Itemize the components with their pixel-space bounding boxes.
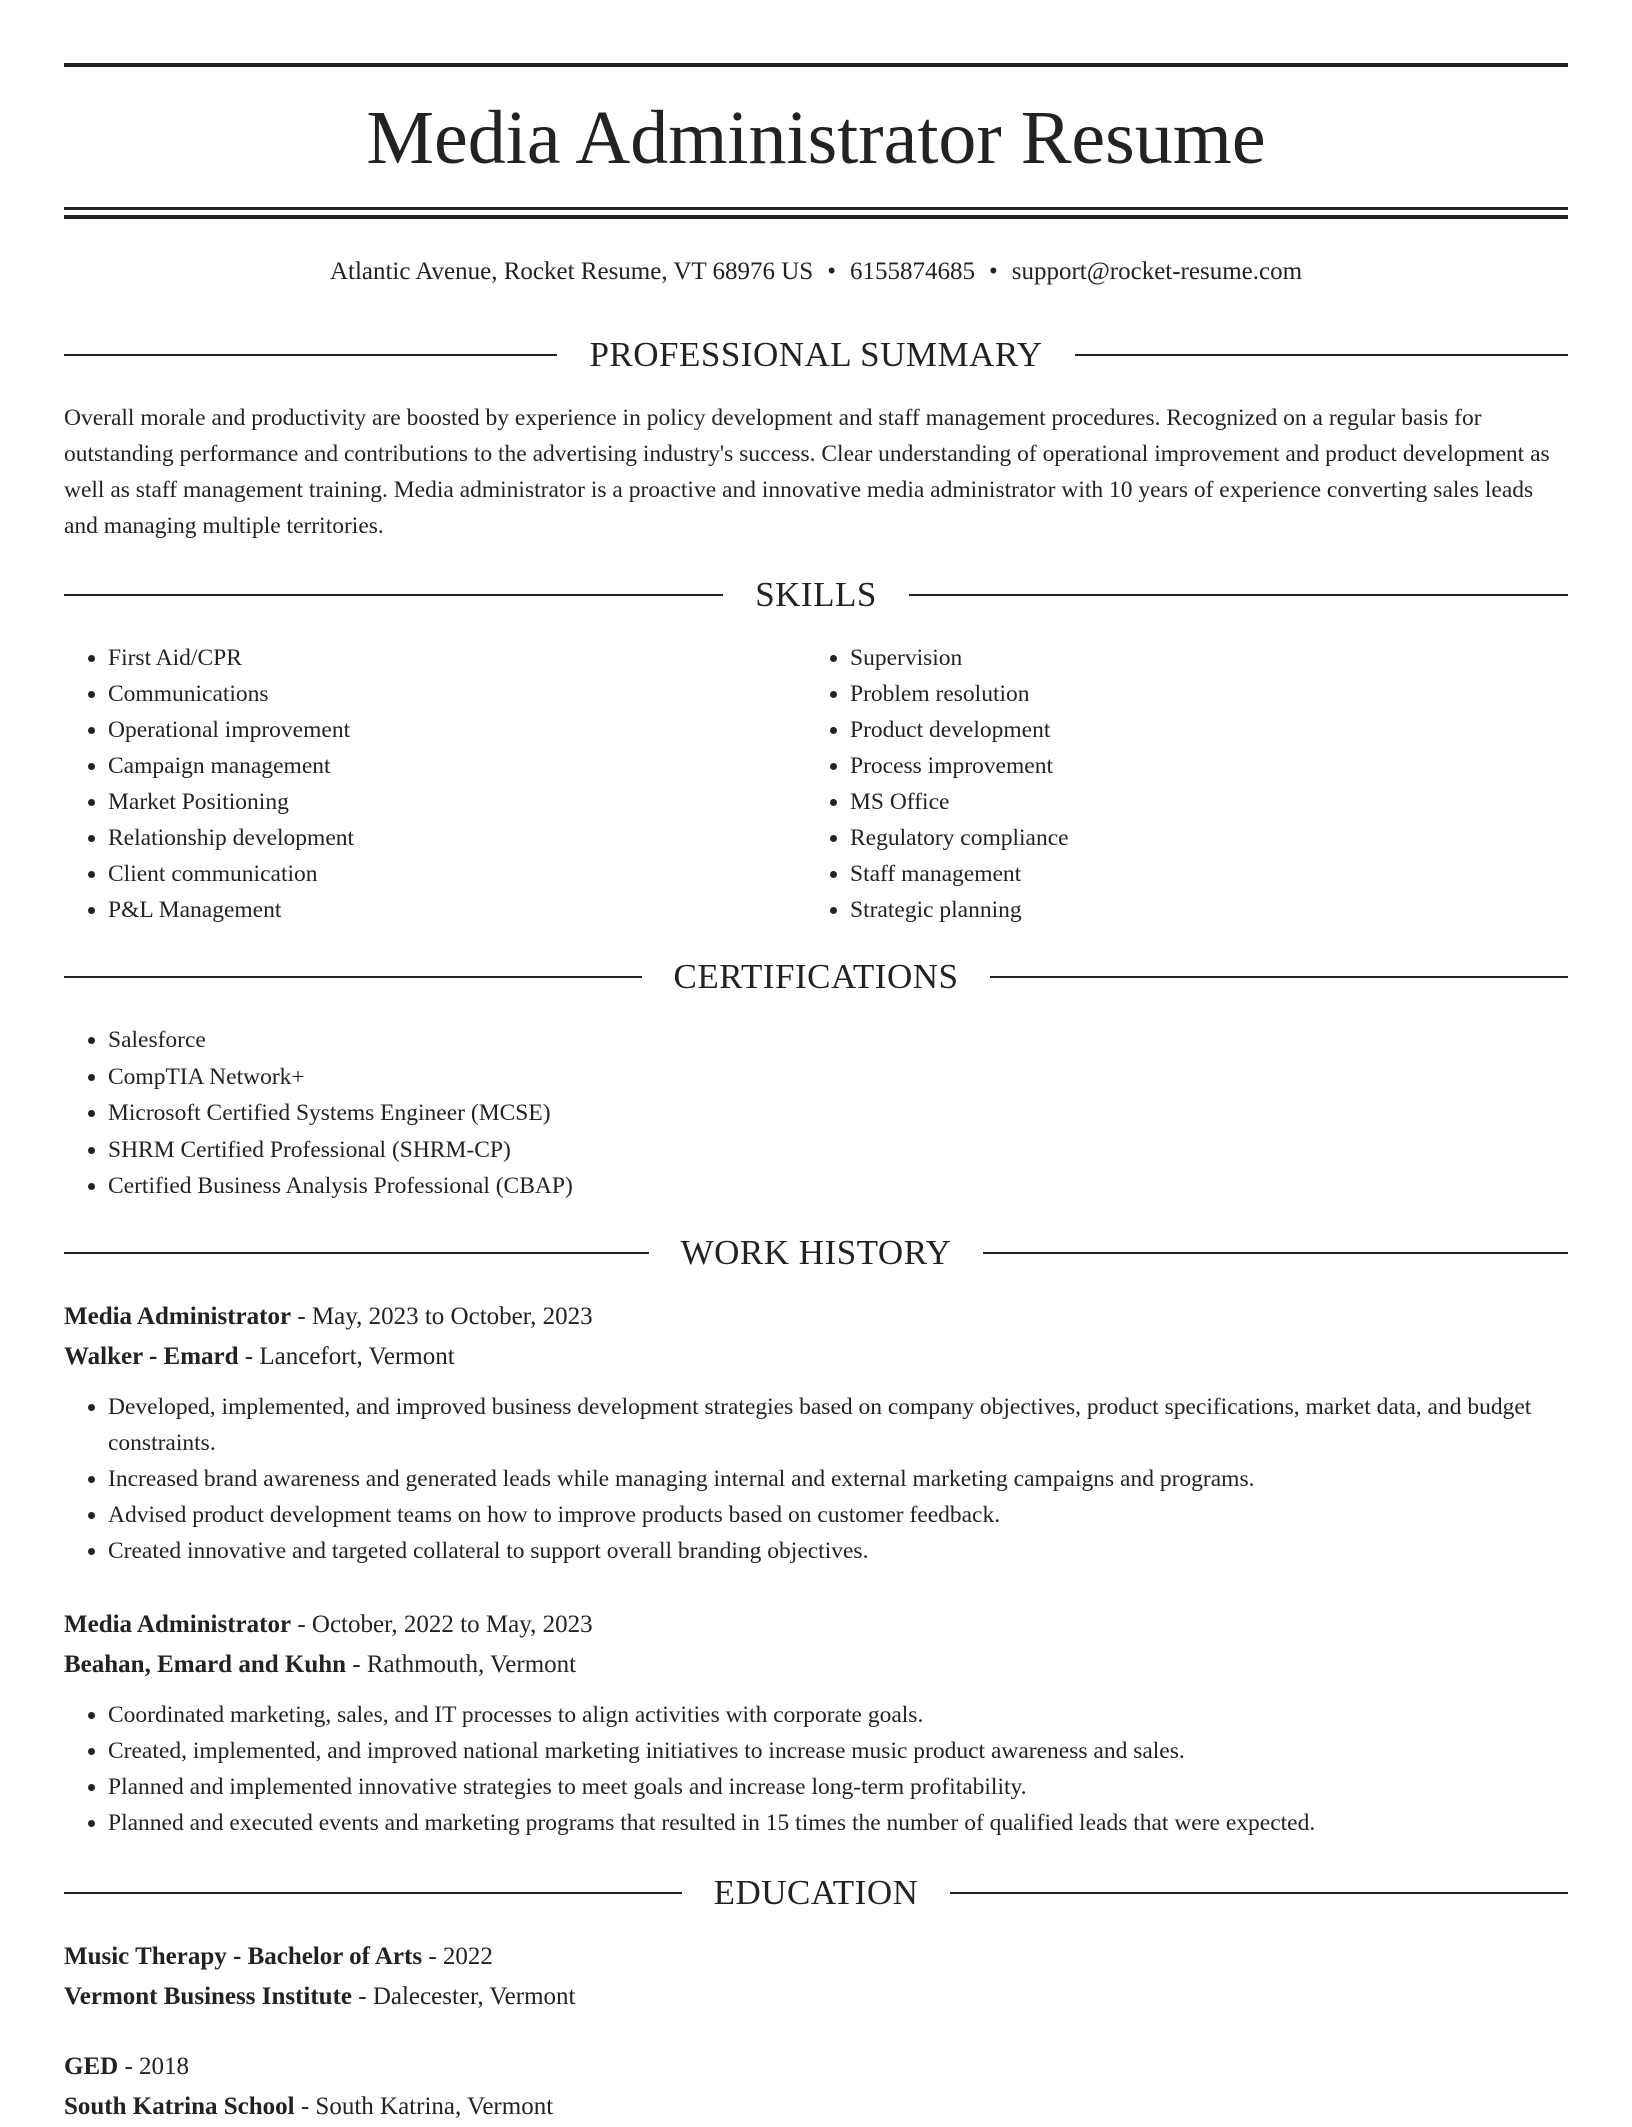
job-duties	[64, 1697, 1568, 1841]
job-dates: - October, 2022 to May, 2023	[291, 1611, 593, 1638]
divider	[64, 594, 723, 596]
education-degree-line	[64, 2047, 1568, 2087]
skill-item: • Market Positioning	[108, 784, 806, 820]
skill-item: • Relationship development	[108, 820, 806, 856]
education-location: - Dalecester, Vermont	[352, 1983, 576, 2010]
job-employer-line	[64, 1645, 1568, 1685]
skill-item: • Communications	[108, 676, 806, 712]
section-title: EDUCATION	[713, 1873, 919, 1912]
education-year: - 2018	[118, 2053, 190, 2080]
page-title: Media Administrator Resume	[366, 96, 1266, 180]
contact-email: support@rocket-resume.com	[1011, 258, 1303, 285]
skill-item: • Operational improvement	[108, 712, 806, 748]
skills-column-left	[64, 640, 806, 928]
job-location: - Lancefort, Vermont	[238, 1343, 455, 1370]
contact-address: Atlantic Avenue, Rocket Resume, VT 68976 US	[329, 258, 814, 285]
skill-item: • P&L Management	[108, 892, 806, 928]
certification-item: • Certified Business Analysis Professional (CBAP)	[108, 1168, 1568, 1205]
job-title-line	[64, 1297, 1568, 1337]
divider	[64, 354, 557, 356]
divider	[950, 1892, 1568, 1894]
certification-item: • Microsoft Certified Systems Engineer (MCSE)	[108, 1095, 1568, 1132]
skill-item: • Staff management	[850, 856, 1548, 892]
job-dates: - May, 2023 to October, 2023	[291, 1303, 593, 1330]
job-duty-item: • Created innovative and targeted collateral to support overall branding objectives.	[108, 1533, 1568, 1569]
education-year: - 2022	[422, 1943, 493, 1970]
divider	[64, 1892, 682, 1894]
job-duty-item: • Increased brand awareness and generated leads while managing internal and external marketing campaigns and programs.	[108, 1461, 1568, 1497]
job-role: Media Administrator	[64, 1611, 292, 1638]
contact-separator: •	[988, 258, 998, 285]
section-title: CERTIFICATIONS	[673, 957, 959, 996]
section-header-summary	[64, 333, 1568, 377]
section-header-work-history	[64, 1231, 1568, 1275]
skills-column-right	[806, 640, 1548, 928]
section-title: PROFESSIONAL SUMMARY	[589, 335, 1043, 374]
job-duties	[64, 1389, 1568, 1569]
job-company: Beahan, Emard and Kuhn	[64, 1651, 347, 1678]
education-school-line	[64, 2087, 1568, 2127]
job-role: Media Administrator	[64, 1303, 292, 1330]
job-duty-item: • Coordinated marketing, sales, and IT processes to align activities with corporate goals.	[108, 1697, 1568, 1733]
divider	[909, 594, 1568, 596]
skills-list	[64, 640, 1568, 928]
skill-item: • First Aid/CPR	[108, 640, 806, 676]
job-duty-item: • Planned and executed events and marketing programs that resulted in 15 times the number of qualified leads that were expected.	[108, 1805, 1568, 1841]
skill-item: • Supervision	[850, 640, 1548, 676]
section-header-education	[64, 1871, 1568, 1915]
skill-item: • Problem resolution	[850, 676, 1548, 712]
skill-item: • Product development	[850, 712, 1548, 748]
divider	[64, 1252, 649, 1254]
job-company: Walker - Emard	[64, 1343, 239, 1370]
education-school: Vermont Business Institute	[64, 1983, 353, 2010]
education-degree: GED	[64, 2053, 119, 2080]
certifications-list	[64, 1022, 1568, 1205]
certification-item: • CompTIA Network+	[108, 1059, 1568, 1096]
job-employer-line	[64, 1337, 1568, 1377]
skill-item: • Process improvement	[850, 748, 1548, 784]
education-entry	[64, 2047, 1568, 2127]
education-school-line	[64, 1977, 1568, 2017]
skill-item: • Strategic planning	[850, 892, 1548, 928]
job-duty-item: • Developed, implemented, and improved business development strategies based on company objectives, product specifications, market data, and budget constraints.	[108, 1389, 1568, 1461]
contact-phone: 6155874685	[849, 258, 975, 285]
contact-line	[64, 254, 1568, 290]
section-title: WORK HISTORY	[680, 1233, 952, 1272]
skill-item: • Campaign management	[108, 748, 806, 784]
divider	[990, 976, 1568, 978]
education-school: South Katrina School	[64, 2093, 295, 2120]
divider	[983, 1252, 1568, 1254]
skill-item: • Regulatory compliance	[850, 820, 1548, 856]
divider	[1075, 354, 1568, 356]
summary-paragraph: Overall morale and productivity are boosted by experience in policy development and staff management procedures. Recognized on a regular basis for outstanding performance and contributions to the advertising industry's success. Clear understanding of operational improvement and product development as well as staff management training. Media administrator is a proactive and innovative media administrator with 10 years of experience converting sales leads and managing multiple territories.	[64, 405, 1550, 539]
education-degree-line	[64, 1937, 1568, 1977]
job-title-line	[64, 1605, 1568, 1645]
title-double-rule	[64, 207, 1568, 219]
section-header-skills	[64, 573, 1568, 617]
skill-item: • MS Office	[850, 784, 1548, 820]
contact-separator: •	[827, 258, 836, 285]
divider	[64, 976, 642, 978]
job-duty-item: • Created, implemented, and improved national marketing initiatives to increase music product awareness and sales.	[108, 1733, 1568, 1769]
job-location: - Rathmouth, Vermont	[346, 1651, 577, 1678]
job-duty-item: • Planned and implemented innovative strategies to meet goals and increase long-term profitability.	[108, 1769, 1568, 1805]
top-rule	[64, 63, 1568, 67]
job-entry	[64, 1297, 1568, 1569]
certification-item: • SHRM Certified Professional (SHRM-CP)	[108, 1132, 1568, 1169]
skill-item: • Client communication	[108, 856, 806, 892]
section-title: SKILLS	[755, 575, 877, 614]
education-entry	[64, 1937, 1568, 2017]
education-degree: Music Therapy - Bachelor of Arts	[64, 1943, 423, 1970]
job-duty-item: • Advised product development teams on how to improve products based on customer feedback.	[108, 1497, 1568, 1533]
job-entry	[64, 1605, 1568, 1841]
education-location: - South Katrina, Vermont	[294, 2093, 554, 2120]
section-header-certifications	[64, 955, 1568, 999]
certification-item: • Salesforce	[108, 1022, 1568, 1059]
